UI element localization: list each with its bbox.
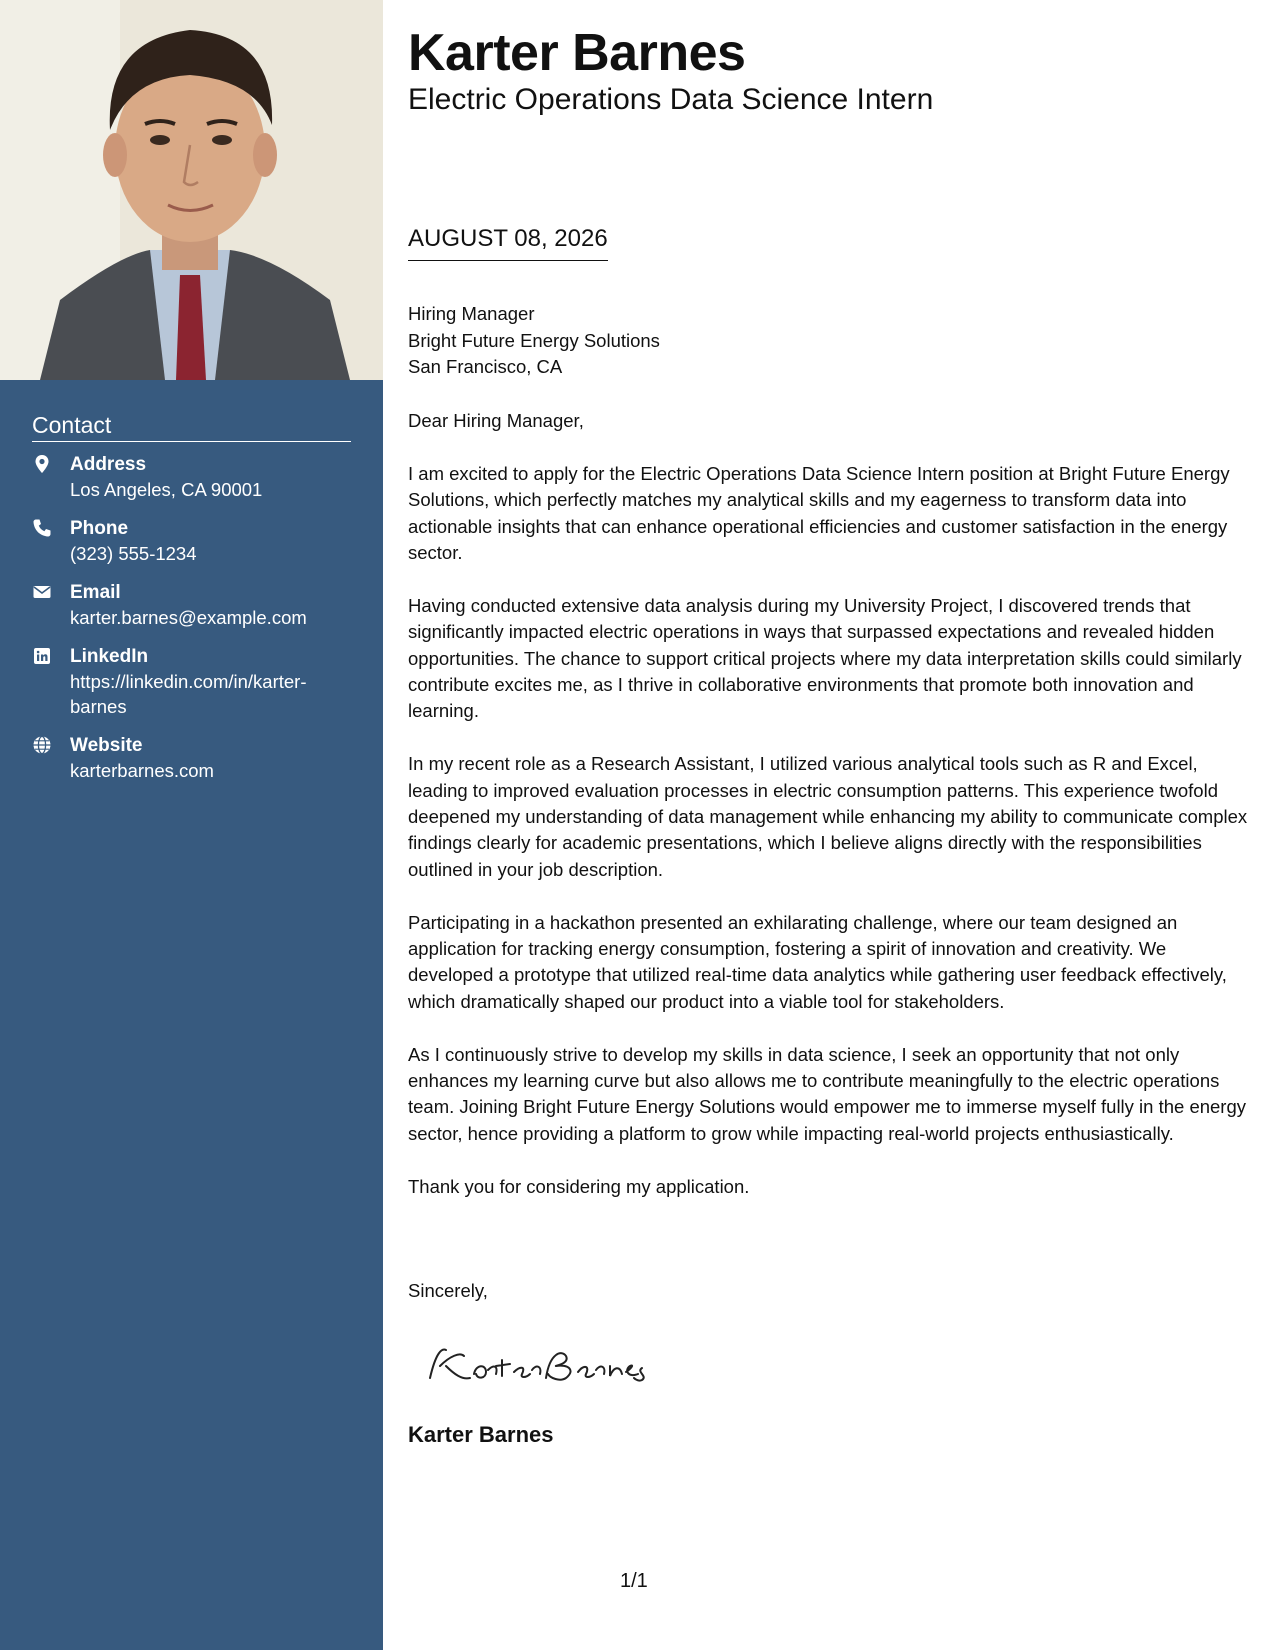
address-label: Address (70, 454, 147, 475)
recipient-title: Hiring Manager (408, 303, 535, 324)
linkedin-value[interactable]: https://linkedin.com/in/karter-barnes (70, 671, 307, 717)
contact-item-phone (32, 516, 351, 566)
paragraph-4: Participating in a hackathon presented an exhilarating challenge, where our team designed an application for tracking energy consumption, fostering a spirit of innovation and creativity. We developed a prototype that utilized real-time data analytics while gathering user feedback effectively, which dramatically shaped our product into a viable tool for stakeholders. (408, 911, 1227, 1012)
letter-date-wrap (408, 222, 608, 261)
sidebar (0, 0, 383, 1650)
applicant-role: Electric Operations Data Science Intern (408, 83, 934, 116)
page-number: 1/1 (620, 1570, 648, 1592)
paragraph-1: I am excited to apply for the Electric Operations Data Science Intern position at Bright Future Energy Solutions, which perfectly matches my analytical skills and my eagerness to transform data into actionable insights that can enhance operational efficiencies and customer satisfaction in the energy sector. (408, 462, 1230, 564)
paragraph-2: Having conducted extensive data analysis during my University Project, I discovered trends that significantly impacted electric operations in ways that surpassed expectations and revealed hidden opportunities. The chance to support critical projects where my data interpretation skills could similarly contribute excites me, as I thrive in collaborative environments that promote both innovation and learning. (408, 594, 1242, 722)
handwritten-signature (416, 1334, 666, 1394)
phone-value: (323) 555-1234 (70, 543, 197, 564)
envelope-icon (32, 580, 70, 630)
phone-icon (32, 516, 70, 566)
phone-label: Phone (70, 518, 129, 539)
paragraph-6: Thank you for considering my application. (408, 1175, 750, 1197)
contact-item-email (32, 580, 351, 630)
closing: Sincerely, (408, 1280, 488, 1301)
globe-icon (32, 733, 70, 783)
address-value: Los Angeles, CA 90001 (70, 479, 263, 500)
profile-photo-illustration (0, 0, 383, 380)
profile-photo (0, 0, 383, 380)
recipient-block (408, 301, 660, 381)
contact-item-linkedin (32, 644, 351, 719)
contact-item-address (32, 452, 351, 502)
email-value[interactable]: karter.barnes@example.com (70, 607, 307, 628)
letter-body (408, 408, 1250, 1226)
paragraph-5: As I continuously strive to develop my skills in data science, I seek an opportunity that not only enhances my learning curve but also allows me to contribute meaningfully to the electric operations team. Joining Bright Future Energy Solutions would empower me to immerse myself fully in the energy sector, hence providing a platform to grow while impacting real-world projects enthusiastically. (408, 1043, 1247, 1144)
recipient-location: San Francisco, CA (408, 356, 563, 377)
paragraph-3: In my recent role as a Research Assistant, I utilized various analytical tools such as R and Excel, leading to improved evaluation processes in electric consumption patterns. This experience twofold deepened my understanding of data management while enhancing my ability to communicate complex findings clearly for academic presentations, which I believe aligns directly with the responsibilities outlined in your job description. (408, 753, 1248, 880)
website-label: Website (70, 735, 143, 756)
contact-section (32, 412, 351, 797)
website-value[interactable]: karterbarnes.com (70, 760, 214, 781)
letter-main (408, 20, 1250, 1447)
email-label: Email (70, 582, 121, 603)
salutation: Dear Hiring Manager, (408, 410, 584, 431)
map-pin-icon (32, 452, 70, 502)
linkedin-icon (32, 644, 70, 719)
linkedin-label: LinkedIn (70, 646, 149, 667)
contact-title: Contact (32, 412, 351, 442)
letter-date: AUGUST 08, 2026 (408, 222, 608, 261)
applicant-name: Karter Barnes (408, 24, 746, 82)
recipient-company: Bright Future Energy Solutions (408, 329, 660, 351)
contact-item-website (32, 733, 351, 783)
signer-name: Karter Barnes (408, 1422, 554, 1447)
